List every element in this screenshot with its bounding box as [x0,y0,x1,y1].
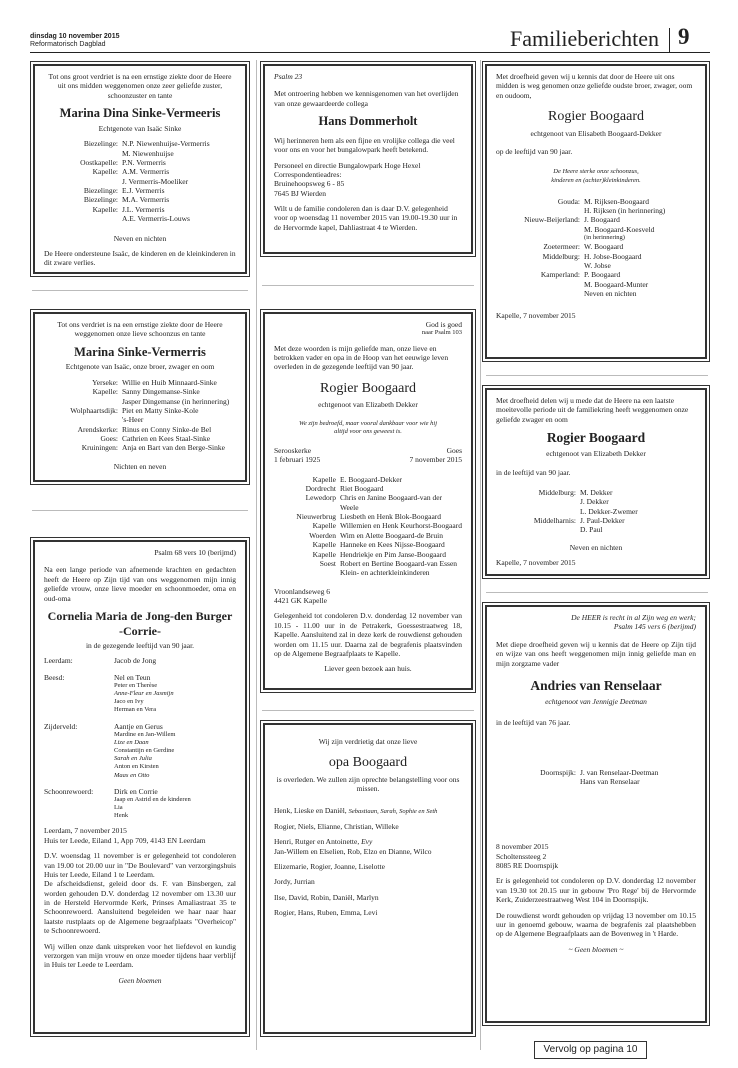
relative-row: Wolphaartsdijk: Piet en Matty Sinke-Kole [70,405,199,415]
quote-text: We zijn bedroefd, maar vooral dankbaar voor wie hij altijd voor ons geweest is. [299,419,437,435]
relative-name: J. van Renselaar-Deetman [580,767,659,777]
relative-row: (in herinnering) [584,234,625,242]
obituary-intro: Met droefheid delen wij u mede dat de Heere na een laatste moeitevolle periode uit de familiekring heeft weggenomen onze geliefde zwager en oom [496,396,689,424]
relative-place: Zijderveld: [44,721,78,731]
relative-row: Arendskerke: Rinus en Conny Sinke-de Bel [77,424,212,434]
relative-row: Biezelinge: M.A. Vermerris [83,195,170,205]
relative-row: Woerden Wim en Alette Boogaard-de Bruin [309,530,444,540]
column-rule [480,60,481,1050]
relatives-list [496,197,696,299]
relative-row: Yerseke: Willie en Huib Minnaard-Sinke [92,377,217,387]
obituary-van-renselaar [485,605,707,1023]
relative-row: Nieuwerbrug Liesbeth en Henk Blok-Boogaard [296,512,442,521]
obituary-intro: Tot ons verdriet is na een ernstige ziekte door de Heere weggenomen onze lieve schoonzus en tante [57,320,223,339]
relative-name: Dirk en Corrie [114,786,158,796]
relative-row: Kruiningen: Anja en Bart van den Berge-Sinke [81,443,225,453]
relatives-group [44,722,236,780]
relative-name: Lia [114,804,123,812]
obituary-sinke-vermerris [33,312,247,482]
dates-row [274,446,462,455]
relative-name: Mardine en Jan-Willem [114,730,176,738]
obituary-intro: Tot ons groot verdriet is na een ernstige ziekte door de Heere uit ons midden weggenomen onze zeer geliefde zuster, schoonzuster en tante [48,72,232,100]
birth-place: Serooskerke [274,445,312,455]
spouse-line: Echtgenote van Isaäc Sinke [98,123,182,133]
relative-row: Kapelle: A.M. Vermerris [92,167,170,177]
relative-row: Kapelle: Sanny Dingemanse-Sinke [92,387,200,397]
neven-line: Nichten en neven [113,461,167,471]
deceased-nickname: -Corrie- [119,623,161,638]
grandchildren-family: Henri, Rutger en Antoinette, Evy Jan-Willem en Elselien, Rob, Elzo en Dianne, Wilco [274,837,432,856]
section-divider [262,710,474,711]
relative-row: 's-Heer [122,415,144,425]
relative-name: Jaco en Ivy [114,698,144,706]
section-divider [32,290,248,291]
deceased-name: Marina Dina Sinke-Vermeeris [59,106,221,121]
relative-place: Schoonrewoerd: [44,786,94,796]
relative-row: Kapelle Hanneke en Kees Nijsse-Boogaard [312,540,445,550]
spouse-line: echtgenoot van Elizabeth Dekker [546,449,646,458]
obituary-intro: Met ontroering hebben we kennisgenomen van het overlijden van onze gewaardeerde collega [274,89,459,108]
relative-row: Kapelle: J.L. Vermerris [92,204,165,214]
psalm-reference: Psalm 23 [274,72,303,81]
deceased-name: Hans Dommerholt [318,114,418,129]
obituary-intro: Met droefheid geven wij u kennis dat door de Heere uit ons midden is weg genomen onze geliefde oudste broer, zwager, oom en oudoom, [496,72,693,100]
relative-row: Middelburg: H. Jobse-Boogaard [542,251,642,261]
age-line: op de leeftijd van 90 jaar. [496,147,573,156]
age-line: in de gezegende leeftijd van 90 jaar. [85,640,195,650]
relative-row: J. Vermerris-Moeliker [122,176,189,186]
tribute-text: is overleden. We zullen zijn oprechte belangstelling voor ons missen. [276,774,460,794]
relative-row: Nieuw-Beijerland: J. Boogaard [524,215,620,225]
neven-line: Neven en nichten [113,233,167,243]
newspaper-name: Reformatorisch Dagblad [30,41,106,48]
relative-place: Leerdam: [44,656,73,666]
relative-name: Peter en Therèse [114,682,158,689]
closing-text: Kapelle, 7 november 2015 [496,310,576,320]
relatives-group [44,656,236,665]
obituary-boogaard-dekker [485,388,707,576]
grandchildren-family: Rogier, Hans, Ruben, Emma, Levi [274,908,378,917]
relative-row: Klein- en achterkleinkinderen [340,568,430,578]
relative-row: A.E. Vermerris-Louws [122,214,190,224]
deceased-name: Rogier Boogaard [319,380,417,396]
relative-row: Dordrecht Riet Boogaard [305,483,384,493]
obituary-de-jong-den-burger [33,540,247,1034]
spouse-line: echtgenoot van Jennigje Deetman [545,696,647,706]
relative-row: Kapelle E. Boogaard-Dekker [312,474,403,484]
grandchildren-family: Ilse, David, Robin, Daniël, Marlyn [274,892,379,902]
relative-name: Constantijn en Gerdine [114,747,175,755]
closing-text: De Heere ondersteune Isaäc, de kinderen en de kleinkinderen in dit zware verlies. [44,248,236,268]
grandchildren-family: Elizemarie, Rogier, Joanne, Liselotte [274,861,385,871]
relatives-list [44,378,236,453]
motto-reference: naar Psalm 103 [421,329,462,337]
edition-date: dinsdag 10 november 2015 [30,33,120,40]
age-line: in de leeftijd van 90 jaar. [496,468,571,478]
relative-row: Zoetermeer: W. Boogaard [543,242,624,252]
condolence-info: D.V. woensdag 11 november is er gelegenheid tot condoleren van 19.00 tot 20.00 uur in "De Boulevard" van verzorgingshuis Huis ter Leede, Eiland 1 te Leerdam. [44,851,236,879]
relative-row: Kapelle Hendriekje en Pim Janse-Boogaard [312,549,447,559]
relative-row: Jasper Dingemanse (in herinnering) [122,396,230,406]
relative-row: M. Boogaard-Munter [584,279,649,289]
condolence-info: Gelegenheid tot condoleren D.v. donderdag 12 november van 10.15 - 11.00 uur in de Petrakerk, Goessestraatweg 18, Kapelle. Aansluitend zal in deze kerk de rouwdienst gehouden worden om 11.15 uur. Daarna zal de begrafenis plaatsvinden op de Algemene Begraafplaats te Kapelle. [274,611,462,658]
closing-text: ~ Geen bloemen ~ [568,944,624,954]
deceased-name: Marina Sinke-Vermerris [74,344,206,359]
page-number: 9 [678,24,690,49]
section-divider [262,285,474,286]
obituary-intro: Met deze woorden is mijn geliefde man, onze lieve en betrokken vader en opa in de Hoop van het eeuwige leven overleden in de gezegende leeftijd van 90 jaar. [274,343,449,372]
relative-name: Henk [114,812,129,820]
header-separator [669,28,670,52]
section-divider [486,375,708,376]
deceased-name: Andries van Renselaar [530,677,662,693]
relative-row: Neven en nichten [584,289,637,299]
closing-text: Liever geen bezoek aan huis. [324,664,412,674]
section-divider [486,592,708,593]
relative-name: Anne-Fleur en Jasmijn [114,690,174,698]
relative-name: Lize en Daan [114,739,149,746]
obituary-opa-boogaard [263,723,473,1034]
relative-name: Jaap en Astrid en de kinderen [114,796,191,803]
relatives-group [44,787,236,821]
dates-row [274,455,462,464]
obituary-intro: Wij zijn verdrietig dat onze lieve [318,737,418,746]
grandchildren-family: Rogier, Niels, Elianne, Christian, Willeke [274,821,399,831]
motto: De HEER is recht in al Zijn weg en werk; [571,613,696,622]
relative-row: Middelharnis: J. Paul-Dekker [533,515,625,525]
death-date: 7 november 2015 [409,455,462,465]
relative-name: Aantje en Gerus [114,721,163,731]
relatives-list [496,488,696,535]
relative-name: Hans van Renselaar [580,776,640,786]
home-address: Vroonlandseweg 6 4421 GK Kapelle [274,586,330,605]
relative-row: L. Dekker-Zwemer [580,506,638,516]
service-info: De rouwdienst wordt gehouden op vrijdag 13 november om 10.15 uur in genoemd gebouw, waarna de begrafenis zal plaatshebben op de Algemene Begraafplaats aan de Bovenweg in 't Harde. [496,910,696,939]
motto-reference: Psalm 145 vers 6 (berijmd) [613,622,696,632]
quote-text: De Heere sterke onze schoonzus, kinderen en (achter)kleinkinderen. [551,168,641,184]
obituary-boogaard-siblings [485,64,707,359]
relative-row: Goes: Cathrien en Kees Staal-Sinke [100,434,211,443]
condolence-info: Wilt u de familie condoleren dan is daar D.V. gelegenheid voor op woensdag 11 november 2015 van 19.00-19.30 uur in de Hervormde kapel, Dahliastraat 4 te Wierden. [274,204,458,232]
relative-place: Doornspijk: [540,767,576,777]
relative-row: Biezelinge: N.P. Niewenhuijse-Vermerris [83,139,210,149]
deceased-name: Cornelia Maria de Jong-den Burger [47,608,233,623]
relative-row: Biezelinge: E.J. Vermerris [83,186,165,195]
death-place: Goes [446,445,462,455]
birth-date: 1 februari 1925 [274,455,321,465]
relative-row: Soest Robert en Bertine Boogaard-van Essen [319,558,458,568]
obituary-intro: Met diepe droefheid geven wij u kennis dat de Heere op Zijn tijd en wijze van ons heeft weggenomen mijn innig geliefde man en mijn zorgzame vader [496,639,696,668]
relative-row: H. Rijksen (in herinnering) [584,206,666,215]
closing-text: Geen bloemen [118,975,162,985]
relative-row: J. Dekker [580,497,609,507]
relative-row: M. Niewenhuijse [122,148,174,158]
service-info: De afscheidsdienst, geleid door ds. F. van Binsbergen, zal worden gehouden D.V. donderdag 12 november om 13.30 uur in de Hersteld Hervormde Kerk, Prinses Amaliastraat 35 te Schoonrewoerd. Aansluitend begeleiden we haar naar haar laatste rustplaats op de Algemene begraafplaats "Overheicop" te Schoonrewoerd. [44,879,236,936]
column-rule [256,60,257,1050]
spouse-line: echtgenoot van Elisabeth Boogaard-Dekker [530,128,662,138]
deceased-name: Rogier Boogaard [547,109,645,125]
header-rule [30,52,710,53]
age-line: in de leeftijd van 76 jaar. [496,718,571,728]
relative-row: Middelburg: M. Dekker [538,487,613,497]
relative-name: Nel en Teun [114,672,151,682]
tribute-text: Wij herinneren hem als een fijne en vrolijke collega die veel voor ons en voor het bungalowpark heeft betekend. [274,135,455,155]
relative-row: M. Boogaard-Koesveld [584,224,655,234]
spouse-line: Echtgenote van Isaäc, onze broer, zwager en oom [65,362,215,372]
relative-name: Maas en Otto [114,771,150,779]
relative-row: Oostkapelle: P.N. Vermerris [80,157,166,167]
obituary-dommerholt [263,64,473,254]
relatives-group [44,673,236,715]
neven-line: Neven en nichten [569,542,623,552]
obituary-intro: Na een lange periode van afnemende krachten en gedachten heeft de Heere op Zijn tijd van ons weggenomen mijn innig geliefde vrouw, onze lieve moeder en schoonmoeder, oma en oud-oma [44,565,236,603]
spouse-line: echtgenoot van Elizabeth Dekker [318,400,418,410]
relative-name: Herman en Vera [114,706,157,714]
home-address: 8 november 2015 Scholtenssteeg 2 8085 RE Doornspijk [496,842,559,870]
home-address: Leerdam, 7 november 2015 Huis ter Leede, Eiland 1, App 709, 4143 EN Leerdam [44,826,206,845]
relative-row: W. Jobse [584,261,611,270]
relative-row: Kapelle Willemien en Henk Keurhorst-Boogaard [312,521,462,531]
deceased-name: opa Boogaard [328,755,408,771]
obituary-boogaard-family [263,312,473,690]
section-title: Familieberichten [510,26,660,51]
relatives-group [496,768,696,787]
relative-row: Lewedorp Chris en Janine Boogaard-van der Weele [305,493,443,512]
section-divider [32,510,248,511]
relative-name: Jacob de Jong [114,656,157,666]
obituary-sinke-vermeeris [33,64,247,274]
relative-row: Kamperland: P. Boogaard [540,270,621,280]
motto: God is goed [425,320,462,329]
relative-name: Anton en Kirsten [114,763,159,771]
grandchildren-family: Jordy, Jurrian [274,877,315,887]
thanks-text: Wij willen onze dank uitspreken voor het liefdevol en kundig verzorgen van mijn vrouw en onze moeder tijdens haar verblijf in Huis ter Leede te Leerdam. [44,941,236,970]
deceased-name: Rogier Boogaard [546,430,646,446]
condolence-info: Er is gelegenheid tot condoleren op D.V. donderdag 12 november van 19.30 tot 20.15 uur in gebouw 'Pro Rege' bij de Hervormde Kerk, Zuiderzeestraatweg West 104 in Doornspijk. [496,876,696,905]
relative-row: Gouda: M. Rijksen-Boogaard [557,196,649,206]
grandchildren-family: Henk, Lieske en Daniël, Sebastiaan, Sarah, Sophie en Seth [274,805,438,815]
relatives-list [274,475,462,578]
sender-block: Personeel en directie Bungalowpark Hoge Hexel Correspondentieadres: Bruinehoopsweg 6 - 85 7645 BJ Wierden [274,160,421,198]
continued-on-page-link[interactable]: Vervolg op pagina 10 [534,1041,647,1059]
psalm-reference: Psalm 68 vers 10 (berijmd) [154,548,236,557]
closing-text: Kapelle, 7 november 2015 [496,558,576,567]
relative-place: Beesd: [44,672,65,682]
relative-row: D. Paul [580,525,603,535]
relatives-list [44,139,236,223]
relative-name: Sarah en Julia [114,755,152,763]
